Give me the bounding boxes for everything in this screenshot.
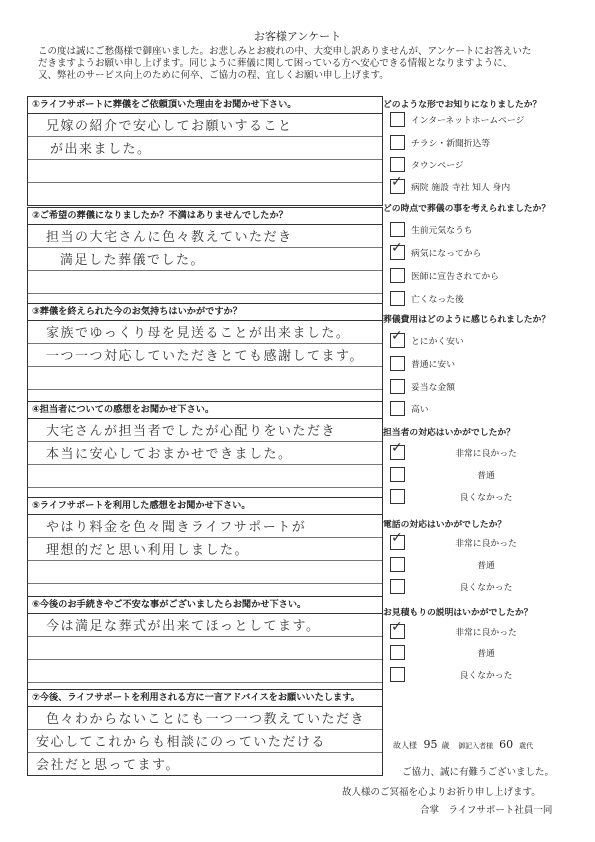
check-mark-icon: ✓ [391,328,403,344]
checkbox-label: 妥当な金額 [411,383,455,393]
checkbox[interactable] [390,401,405,416]
intro-line: この度は誠にご愁傷様で御座いました。お悲しみとお疲れの中、大変申し訳ありませんが、アンケートにお答えいた [38,46,532,57]
answer-line[interactable] [28,730,382,753]
checkbox[interactable] [390,291,405,306]
answer-line[interactable] [28,321,382,344]
answer-line[interactable] [28,344,382,367]
answer-line[interactable] [28,248,382,271]
check-mark-icon: ✓ [391,440,403,456]
deceased-suffix: 歳 [441,741,450,750]
checkbox[interactable] [390,667,405,682]
answer-line[interactable] [28,753,382,775]
handwritten-answer: 満足した葬儀でした。 [60,253,206,268]
handwritten-answer: 安心してこれからも相談にのっていただける [36,735,326,750]
checkbox-checked[interactable] [390,174,405,194]
checkbox-label: 良くなかった [459,583,513,593]
checkbox[interactable] [390,557,405,572]
question-7-box [27,689,383,776]
check-mark-icon: ✓ [391,530,403,546]
handwritten-answer: 本当に安心しておまかせできました。 [46,447,293,462]
question-7-heading: ⑦今後、ライフサポートを利用される方に一言アドバイスをお願いいたします。 [28,690,382,707]
question-5-heading: ⑤ライフサポートを利用した感想をお聞かせ下さい。 [28,498,382,515]
checkbox[interactable] [390,112,405,127]
handwritten-answer: 家族でゆっくり母を見送ることが出来ました。 [46,326,351,341]
checklist-4-title: 担当者の対応はいかがでしたか？ [383,428,515,438]
answer-line[interactable] [28,561,382,584]
handwritten-answer: 兄嫁の紹介で安心してお願いすること [46,119,293,134]
checklist-3-title: 葬儀費用はどのように感じられましたか？ [383,315,551,325]
checkbox-label: 普通 [477,471,495,481]
question-1-box [27,96,383,206]
answer-line[interactable] [28,367,382,390]
checkbox-label: チラシ・新聞折込等 [411,139,491,149]
checklist-2-title: どの時点で葬儀の事を考えられましたか？ [383,204,551,214]
checkbox[interactable] [390,157,405,172]
checklist-5-title: 電話の対応はいかがでしたか？ [383,520,507,530]
checkbox-label: 非常に良かった [455,449,517,459]
checkbox[interactable] [390,222,405,237]
question-3-heading: ③葬儀を終えられた今のお気持ちはいかがですか？ [28,304,382,321]
answer-line[interactable] [28,225,382,248]
checkbox-label: 普通に安い [411,360,455,370]
checkbox-label: 生前元気なうち [411,226,473,236]
handwritten-answer: 担当の大宅さんに色々教えていただき [46,230,293,245]
check-mark-icon: ✓ [391,240,403,256]
intro-line: 又、弊社のサービス向上のために何卒、ご協力の程、宜しくお願い申し上げます。 [38,70,389,82]
answer-line[interactable] [28,614,382,637]
answer-line[interactable] [28,114,382,137]
checkbox-label: 非常に良かった [455,628,517,638]
answer-line[interactable] [28,538,382,561]
question-1-heading: ①ライフサポートに葬儀をご依頼頂いた理由をお聞かせ下さい。 [28,97,382,114]
checkbox-checked[interactable] [390,619,405,639]
intro-text [38,46,568,83]
checkbox[interactable] [390,268,405,283]
question-5-box [27,497,383,607]
deceased-label: 故人様 [393,741,417,750]
handwritten-answer: 会社だと思ってます。 [36,758,180,773]
checkbox-label: 普通 [477,649,495,659]
thanks-text: ご協力、誠に有難うございました。 [402,767,555,778]
checkbox-label: 病院 施設 寺社 知人 身内 [411,183,511,193]
checkbox-label: 高い [411,405,429,415]
question-2-box [27,207,383,317]
checkbox[interactable] [390,356,405,371]
checkbox[interactable] [390,645,405,660]
checkbox-label: 良くなかった [459,671,513,681]
handwritten-answer: 今は満足な葬式が出来てほっとしてます。 [46,619,321,634]
handwritten-answer: 大宅さんが担当者でしたが心配りをいただき [46,424,337,439]
answer-line[interactable] [28,137,382,160]
checkbox[interactable] [390,579,405,594]
condolence-text: 故人様のご冥福を心よりお祈り申し上げます。 [342,787,541,798]
respondent-suffix: 歳代 [519,742,534,750]
answer-line[interactable] [28,660,382,683]
checkbox[interactable] [390,467,405,482]
deceased-age: 95 [423,738,438,751]
handwritten-answer: 一つ一つ対応していただきとても感謝してます。 [46,349,364,364]
checkbox-checked[interactable] [390,328,405,348]
checkbox[interactable] [390,489,405,504]
respondent-age: 60 [499,738,514,751]
checkbox-label: 亡くなった後 [411,295,464,305]
checkbox-label: インターネットホームページ [411,116,525,126]
signature-text: 合掌 ライフサポート社員一同 [420,805,553,816]
page-title: お客様アンケート [253,30,342,43]
question-4-box [27,401,383,511]
checkbox-label: 医師に宣告されてから [411,272,499,282]
question-4-heading: ④担当者についての感想をお聞かせ下さい。 [28,402,382,419]
handwritten-answer: 色々わからないことにも一つ一つ教えていただき [46,712,366,727]
answer-line[interactable] [28,419,382,442]
answer-line[interactable] [28,442,382,465]
intro-line: だきますようお願い申し上げます。同じように葬儀に関して困っている方へ安心できる情報となりますように、 [38,58,513,70]
checkbox-label: 良くなかった [459,493,513,503]
handwritten-answer: が出来ました。 [50,142,152,157]
answer-line[interactable] [28,465,382,488]
respondent-label: 御記入者様 [458,742,494,750]
question-6-heading: ⑥今後のお手続きやご不安な事がございましたらお聞かせ下さい。 [28,597,382,614]
checkbox-checked[interactable] [390,240,405,260]
age-info [393,738,533,751]
answer-line[interactable] [28,707,382,730]
checkbox-label: タウンページ [411,161,464,171]
check-mark-icon: ✓ [391,174,403,190]
handwritten-answer: やはり料金を色々聞きライフサポートが [46,520,307,535]
checklist-6-title: お見積もりの説明はいかがでしたか？ [383,608,533,618]
handwritten-answer: 理想的だと思い利用しました。 [46,543,250,558]
answer-line[interactable] [28,515,382,538]
checkbox-checked[interactable] [390,440,405,460]
answer-line[interactable] [28,271,382,294]
checkbox-label: とにかく安い [411,337,464,347]
checklist-1-title: どのような形でお知りになりましたか？ [383,100,542,110]
answer-line[interactable] [28,160,382,183]
answer-line[interactable] [28,637,382,660]
check-mark-icon: ✓ [391,619,403,635]
checkbox-label: 非常に良かった [455,539,517,549]
question-2-heading: ②ご希望の葬儀になりましたか？不満はありませんでしたか？ [28,208,382,225]
question-3-box [27,303,383,413]
checkbox[interactable] [390,135,405,150]
checkbox-label: 普通 [477,561,495,571]
checkbox-checked[interactable] [390,530,405,550]
answer-line[interactable] [28,183,382,205]
checkbox-label: 病気になってから [411,249,482,259]
checkbox[interactable] [390,379,405,394]
